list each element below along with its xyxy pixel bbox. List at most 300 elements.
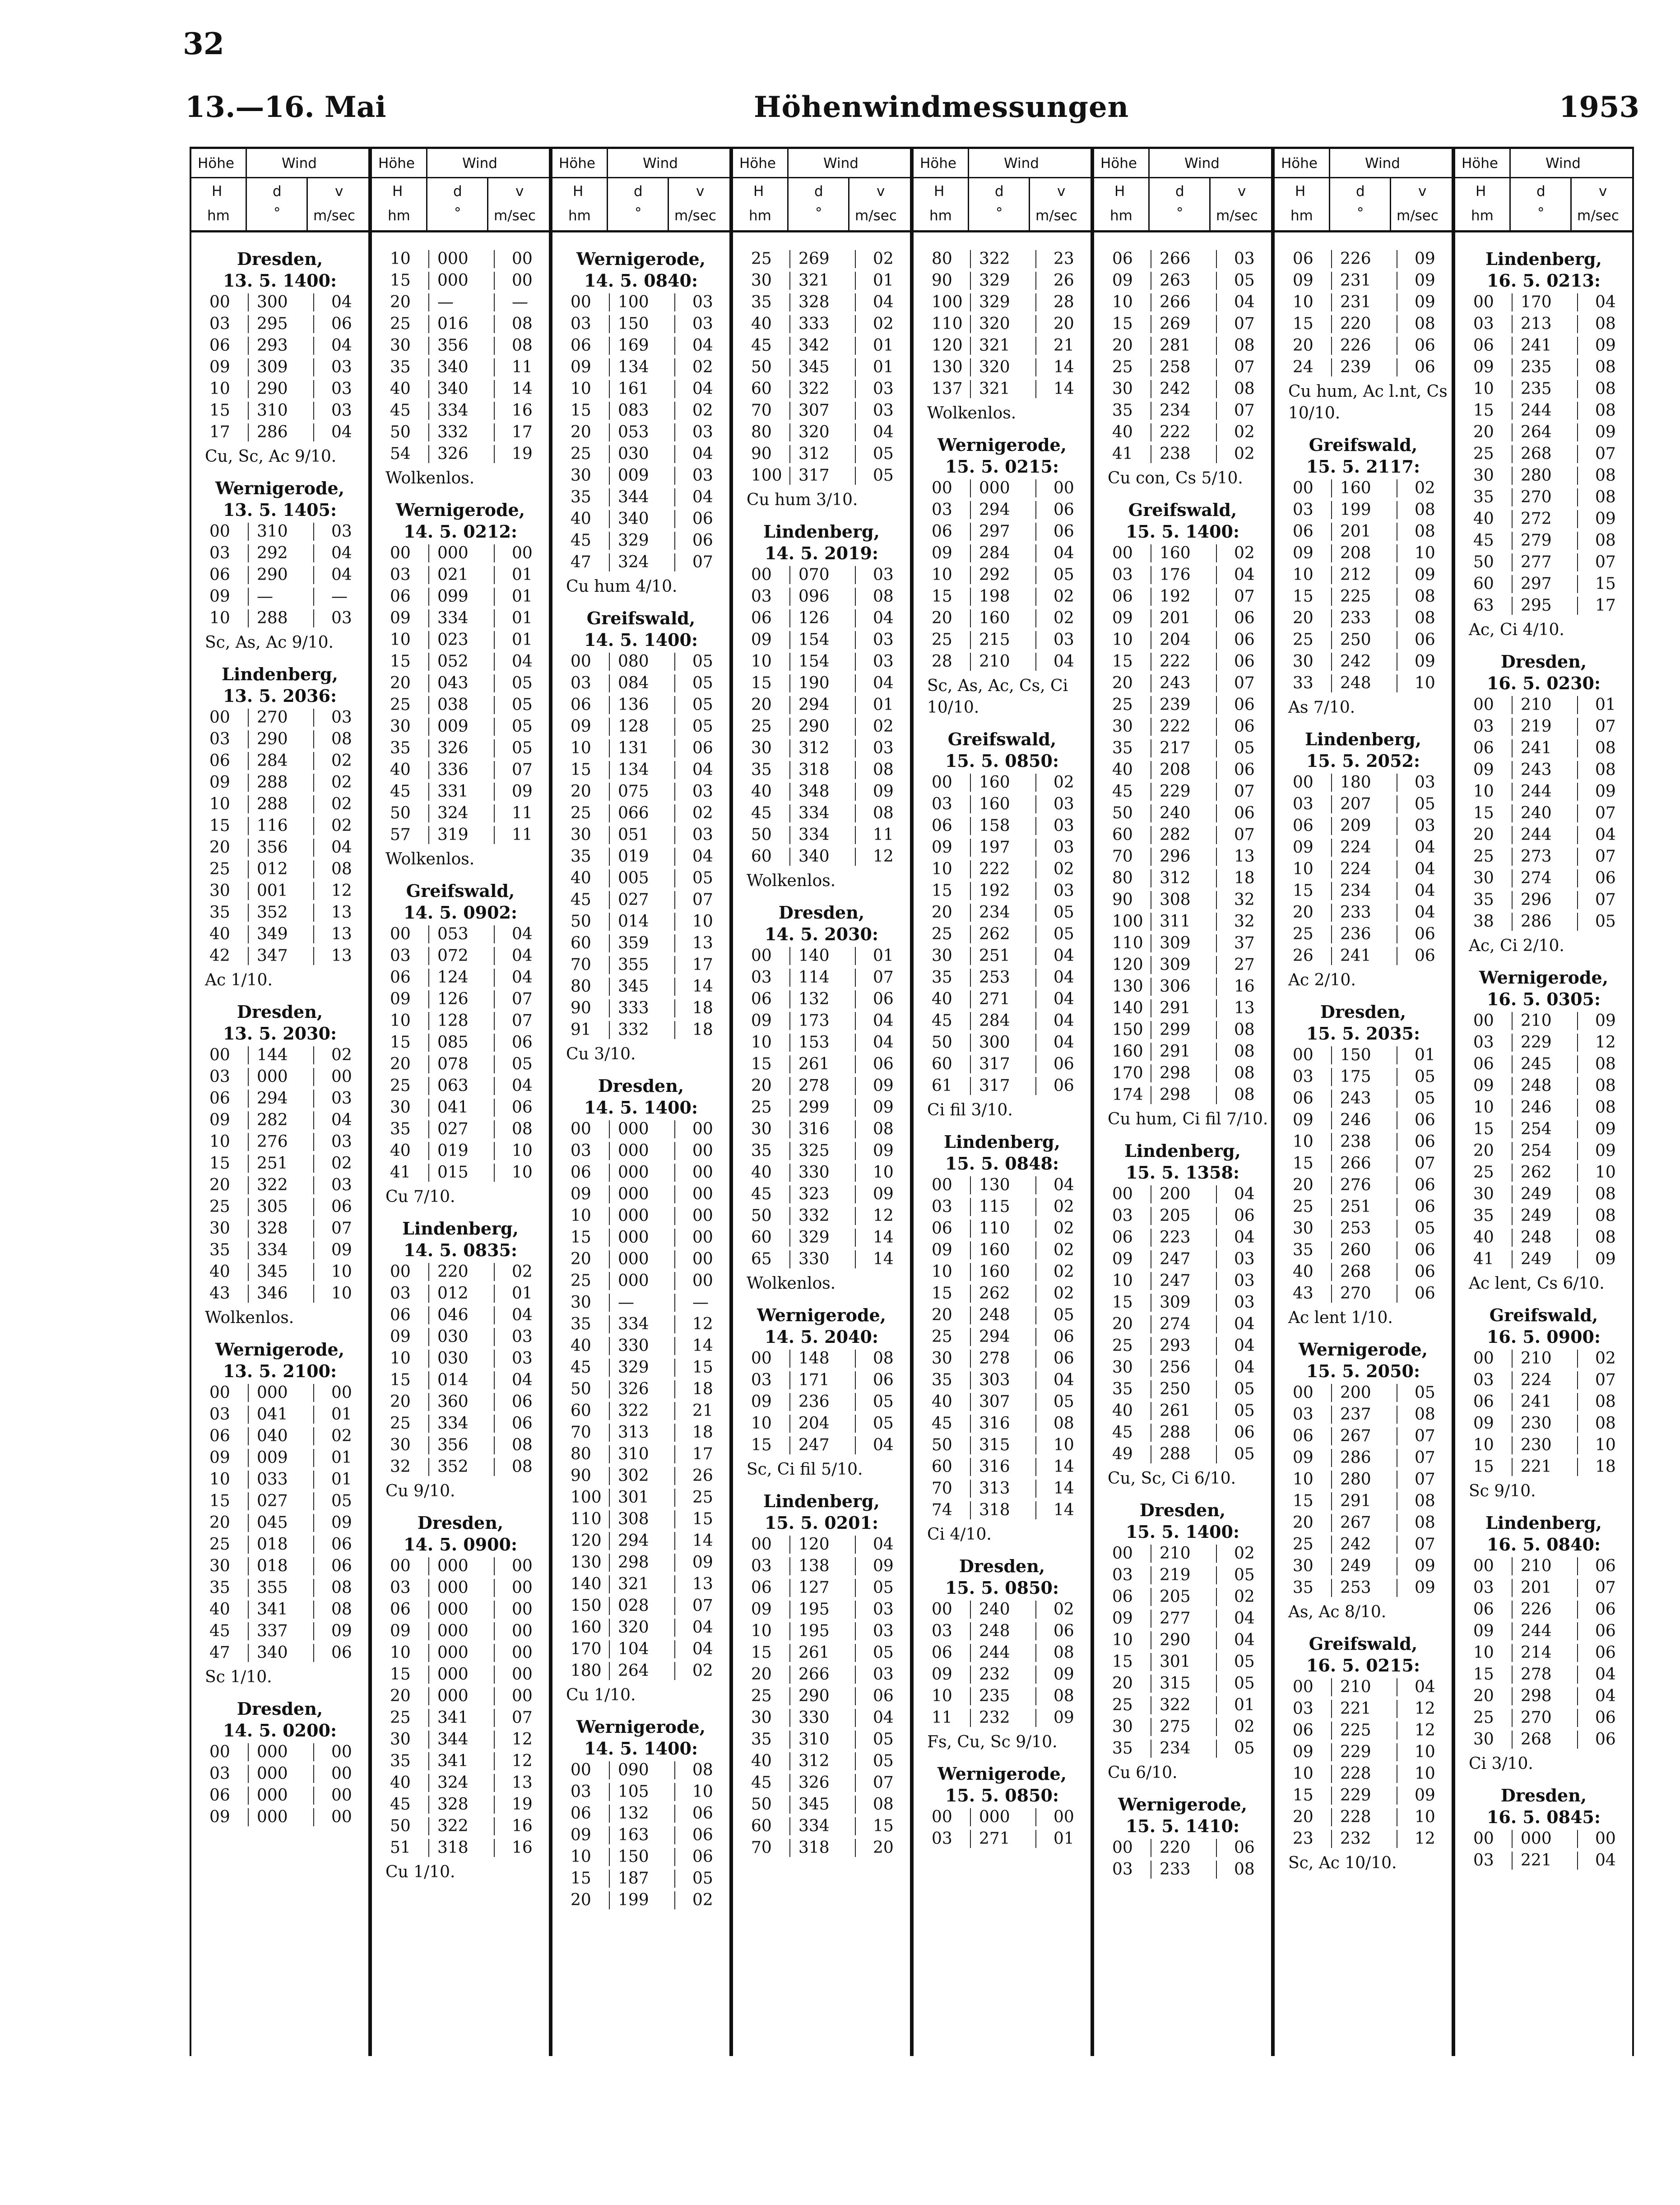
speed-cell: 09: [873, 782, 894, 801]
direction-cell: 246: [1340, 1111, 1371, 1129]
height-cell: 90: [571, 1467, 591, 1485]
direction-cell: 066: [618, 804, 649, 822]
direction-cell: 176: [1160, 566, 1191, 584]
direction-cell: 063: [437, 1077, 469, 1095]
cloud-note: Ac lent, Cs 6/10.: [1469, 1274, 1605, 1293]
table-row: [372, 1010, 549, 1032]
height-cell: 09: [209, 358, 230, 376]
speed-cell: 01: [873, 336, 894, 355]
table-row: [1455, 357, 1632, 378]
cell-divider: [428, 1142, 429, 1160]
table-row: [372, 1772, 549, 1794]
table-row: [191, 1763, 368, 1785]
direction-cell: 268: [1521, 1730, 1552, 1749]
direction-cell: 198: [979, 587, 1010, 606]
direction-cell: 214: [1521, 1643, 1552, 1662]
cell-divider: [494, 272, 495, 290]
station-time: 15. 5. 1410:: [1125, 1816, 1240, 1836]
direction-cell: 000: [437, 271, 469, 290]
header-msec: m/sec: [674, 208, 716, 224]
speed-cell: 13: [692, 934, 713, 952]
cell-divider: [494, 1012, 495, 1030]
header-msec: m/sec: [494, 208, 536, 224]
speed-cell: 04: [692, 1640, 713, 1658]
direction-cell: 234: [979, 903, 1010, 922]
height-cell: 09: [1293, 1448, 1313, 1467]
cell-divider: [674, 1337, 675, 1355]
direction-cell: 009: [437, 717, 469, 736]
cell-divider: [970, 839, 971, 857]
height-cell: 70: [751, 401, 772, 420]
direction-cell: 041: [437, 1098, 469, 1117]
height-cell: 00: [390, 544, 411, 562]
height-cell: 15: [571, 401, 591, 420]
speed-cell: 11: [512, 826, 533, 844]
table-row: [552, 1357, 729, 1379]
header-hoehe: Höhe: [559, 155, 595, 172]
direction-cell: 234: [1340, 882, 1371, 900]
cell-divider: [494, 250, 495, 268]
speed-cell: 06: [512, 1033, 533, 1052]
speed-cell: 00: [512, 1600, 533, 1619]
height-cell: 20: [1293, 1513, 1313, 1532]
height-cell: 03: [390, 1284, 411, 1303]
cell-divider: [609, 358, 610, 376]
speed-cell: 06: [1595, 1622, 1616, 1640]
header-hoehe: Höhe: [1100, 155, 1137, 172]
station-name: Dresden,: [417, 1513, 504, 1533]
speed-cell: 03: [331, 609, 352, 627]
height-cell: 00: [932, 1600, 952, 1619]
direction-cell: 134: [618, 358, 649, 376]
header-rule: [914, 177, 1091, 178]
direction-cell: —: [257, 587, 273, 606]
direction-cell: 299: [798, 1098, 830, 1117]
direction-cell: 315: [979, 1436, 1010, 1454]
height-cell: 10: [1112, 293, 1133, 311]
height-cell: 15: [1293, 315, 1313, 333]
speed-cell: 07: [1595, 717, 1616, 736]
table-row: [1275, 357, 1452, 378]
height-cell: 150: [1112, 1021, 1143, 1039]
cell-divider: [674, 1272, 675, 1290]
cell-divider: [1331, 1787, 1332, 1805]
direction-cell: 356: [437, 1436, 469, 1454]
direction-cell: 226: [1340, 336, 1371, 355]
cell-divider: [609, 1489, 610, 1507]
table-row: [1275, 1555, 1452, 1577]
direction-cell: 340: [798, 847, 830, 866]
direction-cell: 264: [618, 1662, 649, 1680]
height-cell: 15: [751, 1055, 772, 1073]
cell-divider: [1331, 523, 1332, 541]
speed-cell: 09: [1415, 1557, 1435, 1575]
cell-divider: [313, 882, 314, 900]
header-d: d: [1536, 183, 1545, 200]
cell-divider: [855, 445, 856, 463]
table-row: [1094, 608, 1271, 629]
table-row: [914, 1456, 1091, 1478]
cloud-note: Cu hum, Ci fil 7/10.: [1108, 1110, 1268, 1128]
table-row: [1275, 902, 1452, 924]
height-cell: 10: [1112, 631, 1133, 649]
table-row: [372, 564, 549, 586]
header-msec: m/sec: [1035, 208, 1077, 224]
speed-cell: 04: [1415, 1678, 1435, 1696]
direction-cell: 247: [1160, 1272, 1191, 1290]
table-column: [370, 147, 551, 2056]
cell-divider: [674, 488, 675, 506]
direction-cell: 266: [1160, 250, 1191, 268]
cell-divider: [313, 1263, 314, 1281]
height-cell: 03: [1473, 315, 1494, 333]
cloud-note: As 7/10.: [1288, 698, 1355, 717]
table-row: [914, 1828, 1091, 1850]
speed-cell: 04: [873, 674, 894, 692]
table-row: [552, 1509, 729, 1530]
speed-cell: 06: [1053, 522, 1074, 541]
speed-cell: 04: [1415, 903, 1435, 922]
cell-divider: [494, 1371, 495, 1389]
direction-cell: 322: [979, 250, 1010, 268]
cell-divider: [674, 1489, 675, 1507]
header-hm: hm: [929, 208, 952, 224]
direction-cell: 233: [1160, 1860, 1191, 1879]
cell-divider: [248, 1198, 249, 1216]
height-cell: 25: [390, 1414, 411, 1433]
cloud-note: Sc, As, Ac 9/10.: [205, 633, 334, 652]
speed-cell: 09: [1595, 423, 1616, 441]
cell-divider: [674, 1185, 675, 1203]
height-cell: 15: [1112, 315, 1133, 333]
cell-divider: [313, 839, 314, 857]
cell-divider: [428, 337, 429, 355]
direction-cell: 267: [1340, 1427, 1371, 1445]
station-heading: [914, 434, 1091, 478]
table-row: [733, 1620, 910, 1642]
height-cell: 20: [1473, 1142, 1494, 1160]
table-row: [552, 1422, 729, 1444]
height-cell: 50: [751, 358, 772, 376]
speed-cell: 02: [1053, 1219, 1074, 1238]
speed-cell: 00: [692, 1185, 713, 1203]
height-cell: 15: [209, 401, 230, 420]
cell-divider: [494, 1306, 495, 1324]
direction-cell: 313: [979, 1479, 1010, 1498]
height-cell: 00: [1473, 696, 1494, 714]
speed-cell: 04: [873, 609, 894, 627]
height-cell: 03: [1473, 1578, 1494, 1597]
speed-cell: 00: [692, 1142, 713, 1160]
direction-cell: 355: [257, 1578, 288, 1597]
speed-cell: 04: [1053, 990, 1074, 1008]
height-cell: 09: [932, 1665, 952, 1684]
cell-divider: [970, 566, 971, 584]
height-cell: 06: [390, 1600, 411, 1619]
direction-cell: 016: [437, 315, 469, 333]
direction-cell: 279: [1521, 531, 1552, 550]
speed-cell: 05: [692, 869, 713, 887]
speed-cell: 12: [512, 1730, 533, 1749]
height-cell: 03: [209, 730, 230, 748]
cell-divider: [970, 774, 971, 792]
cell-divider: [428, 1012, 429, 1030]
direction-cell: 297: [1521, 575, 1552, 593]
speed-cell: 08: [1415, 1405, 1435, 1424]
speed-cell: 04: [1595, 293, 1616, 311]
speed-cell: 08: [1595, 358, 1616, 376]
cell-divider: [494, 566, 495, 584]
table-row: [191, 586, 368, 608]
height-cell: 06: [1473, 739, 1494, 757]
direction-cell: 288: [1160, 1423, 1191, 1442]
cell-divider: [1512, 783, 1513, 801]
height-cell: 25: [932, 1328, 952, 1346]
height-cell: 00: [571, 1761, 591, 1779]
direction-cell: 000: [257, 1764, 288, 1783]
speed-cell: 01: [1234, 1696, 1255, 1714]
table-row: [1275, 880, 1452, 902]
cell-divider: [313, 1111, 314, 1129]
direction-cell: 295: [1521, 596, 1552, 615]
table-row: [1094, 1651, 1271, 1673]
cell-divider: [1035, 501, 1036, 519]
speed-cell: 05: [1415, 1068, 1435, 1086]
direction-cell: 000: [257, 1743, 288, 1761]
cell-divider: [1512, 1393, 1513, 1411]
table-row: [1275, 1404, 1452, 1425]
table-row: [914, 521, 1091, 543]
speed-cell: 01: [873, 696, 894, 714]
cell-divider: [674, 891, 675, 909]
cell-divider: [609, 315, 610, 333]
table-row: [1094, 378, 1271, 400]
speed-cell: 03: [331, 380, 352, 398]
cell-divider: [609, 891, 610, 909]
direction-cell: 144: [257, 1046, 288, 1064]
table-row: [1094, 1629, 1271, 1651]
speed-cell: 23: [1053, 250, 1074, 268]
direction-cell: 127: [798, 1578, 830, 1597]
speed-cell: 06: [331, 1557, 352, 1575]
station-name: Dresden,: [959, 1556, 1045, 1576]
header-rule: [552, 177, 729, 178]
cell-divider: [674, 1597, 675, 1615]
height-cell: 40: [1112, 423, 1133, 441]
speed-cell: 00: [1053, 1808, 1074, 1826]
direction-cell: 241: [1521, 336, 1552, 355]
header-divider: [1209, 177, 1211, 230]
cell-divider: [313, 1557, 314, 1575]
cell-divider: [855, 467, 856, 485]
station-heading: [1455, 1785, 1632, 1828]
cell-divider: [428, 1622, 429, 1640]
direction-cell: 242: [1340, 652, 1371, 671]
cell-divider: [970, 904, 971, 922]
direction-cell: 154: [798, 631, 830, 649]
station-time: 16. 5. 0840:: [1486, 1534, 1601, 1555]
table-row: [552, 954, 729, 976]
height-cell: 20: [1473, 1687, 1494, 1705]
cell-divider: [1577, 380, 1578, 398]
direction-cell: 140: [798, 947, 830, 965]
height-cell: 45: [932, 1012, 952, 1030]
table-row: [914, 629, 1091, 651]
direction-cell: 070: [798, 566, 830, 584]
cell-divider: [855, 358, 856, 376]
table-row: [733, 1097, 910, 1119]
height-cell: 15: [390, 1033, 411, 1052]
table-row: [191, 880, 368, 902]
direction-cell: 232: [979, 1665, 1010, 1684]
table-row: [1455, 443, 1632, 465]
height-cell: 00: [751, 566, 772, 584]
speed-cell: 09: [1053, 1708, 1074, 1727]
height-cell: 20: [209, 838, 230, 857]
height-cell: 60: [571, 1402, 591, 1420]
cell-divider: [609, 293, 610, 311]
cloud-note: As, Ac 8/10.: [1288, 1603, 1387, 1621]
station-time: 13. 5. 1405:: [223, 500, 337, 520]
direction-cell: 114: [798, 968, 830, 987]
cell-divider: [1216, 272, 1217, 290]
height-cell: 15: [571, 1869, 591, 1888]
speed-cell: 16: [512, 1838, 533, 1857]
cell-divider: [313, 1046, 314, 1064]
table-row: [733, 1184, 910, 1205]
speed-cell: 18: [692, 1423, 713, 1442]
table-row: [1455, 1032, 1632, 1054]
speed-cell: 05: [873, 466, 894, 485]
speed-cell: 02: [331, 752, 352, 770]
cell-divider: [313, 1155, 314, 1173]
direction-cell: 229: [1160, 782, 1191, 801]
height-cell: 00: [1473, 1012, 1494, 1030]
station-heading: [1455, 651, 1632, 694]
cell-divider: [313, 1068, 314, 1086]
speed-cell: 06: [692, 1804, 713, 1823]
cell-divider: [428, 1687, 429, 1705]
cell-divider: [789, 1099, 790, 1117]
header-msec: m/sec: [1397, 208, 1439, 224]
speed-cell: 04: [331, 566, 352, 584]
direction-cell: 230: [1521, 1436, 1552, 1454]
table-row: [1455, 1434, 1632, 1456]
table-row: [1275, 1382, 1452, 1404]
cell-divider: [674, 1250, 675, 1268]
header-degree: °: [454, 205, 461, 221]
cell-divider: [1512, 510, 1513, 528]
cell-divider: [1216, 1402, 1217, 1420]
cell-divider: [1512, 1852, 1513, 1870]
table-row: [372, 1348, 549, 1369]
cell-divider: [855, 1120, 856, 1138]
cloud-note: Cu con, Cs 5/10.: [1108, 469, 1243, 487]
speed-cell: 15: [692, 1510, 713, 1528]
table-row: [1455, 889, 1632, 911]
cell-divider: [609, 1445, 610, 1463]
table-row: [1094, 998, 1271, 1019]
height-cell: 40: [209, 1263, 230, 1281]
table-row: [191, 1469, 368, 1490]
table-row: [1094, 1716, 1271, 1738]
height-cell: 06: [1473, 336, 1494, 355]
direction-cell: 201: [1160, 609, 1191, 627]
cell-divider: [494, 1263, 495, 1281]
direction-cell: 253: [979, 968, 1010, 987]
cell-divider: [494, 1436, 495, 1454]
height-cell: 110: [932, 315, 963, 333]
speed-cell: 09: [873, 1557, 894, 1575]
cell-divider: [609, 1805, 610, 1823]
direction-cell: 310: [798, 1730, 830, 1749]
table-row: [733, 1140, 910, 1162]
direction-cell: 128: [618, 717, 649, 736]
cell-divider: [1331, 1743, 1332, 1761]
table-column: [1273, 147, 1453, 2056]
cell-divider: [1577, 1077, 1578, 1095]
height-cell: 100: [932, 293, 963, 311]
cell-divider: [970, 337, 971, 355]
direction-cell: 040: [257, 1427, 288, 1445]
cell-divider: [789, 250, 790, 268]
station-time: 15. 5. 0850:: [945, 751, 1059, 771]
height-cell: 35: [1473, 488, 1494, 506]
station-name: Lindenberg,: [1124, 1141, 1241, 1161]
direction-cell: 323: [798, 1185, 830, 1203]
cell-divider: [674, 1891, 675, 1909]
direction-cell: 290: [1160, 1631, 1191, 1649]
header-wind: Wind: [282, 155, 317, 172]
cell-divider: [248, 1090, 249, 1108]
table-row: [552, 1617, 729, 1639]
direction-cell: 033: [257, 1470, 288, 1489]
height-cell: 03: [1293, 795, 1313, 813]
cell-divider: [970, 544, 971, 562]
speed-cell: 13: [331, 947, 352, 965]
speed-cell: 28: [1053, 293, 1074, 311]
height-cell: 35: [571, 847, 591, 866]
cell-divider: [313, 1198, 314, 1216]
cell-divider: [1331, 588, 1332, 606]
cell-divider: [494, 990, 495, 1008]
cell-divider: [1216, 913, 1217, 931]
cell-divider: [1577, 1012, 1578, 1030]
direction-cell: 318: [437, 1838, 469, 1857]
direction-cell: 303: [979, 1371, 1010, 1389]
direction-cell: 249: [1521, 1250, 1552, 1268]
speed-cell: 04: [512, 652, 533, 671]
table-row: [191, 772, 368, 794]
cloud-note: Cu 1/10.: [385, 1863, 455, 1881]
direction-cell: 334: [437, 609, 469, 627]
cell-divider: [1035, 1601, 1036, 1619]
cell-divider: [609, 1142, 610, 1160]
direction-cell: 310: [257, 401, 288, 420]
height-cell: 03: [390, 947, 411, 965]
cell-divider: [313, 566, 314, 584]
station-heading: [191, 478, 368, 521]
cell-divider: [1577, 848, 1578, 866]
station-time: 16. 5. 0900:: [1486, 1327, 1601, 1347]
cell-divider: [1512, 1099, 1513, 1117]
table-row: [733, 1413, 910, 1434]
table-row: [1275, 1174, 1452, 1196]
station-time: 15. 5. 2117:: [1306, 456, 1420, 477]
speed-cell: 08: [1415, 1492, 1435, 1510]
cell-divider: [789, 804, 790, 822]
table-row: [552, 1781, 729, 1803]
